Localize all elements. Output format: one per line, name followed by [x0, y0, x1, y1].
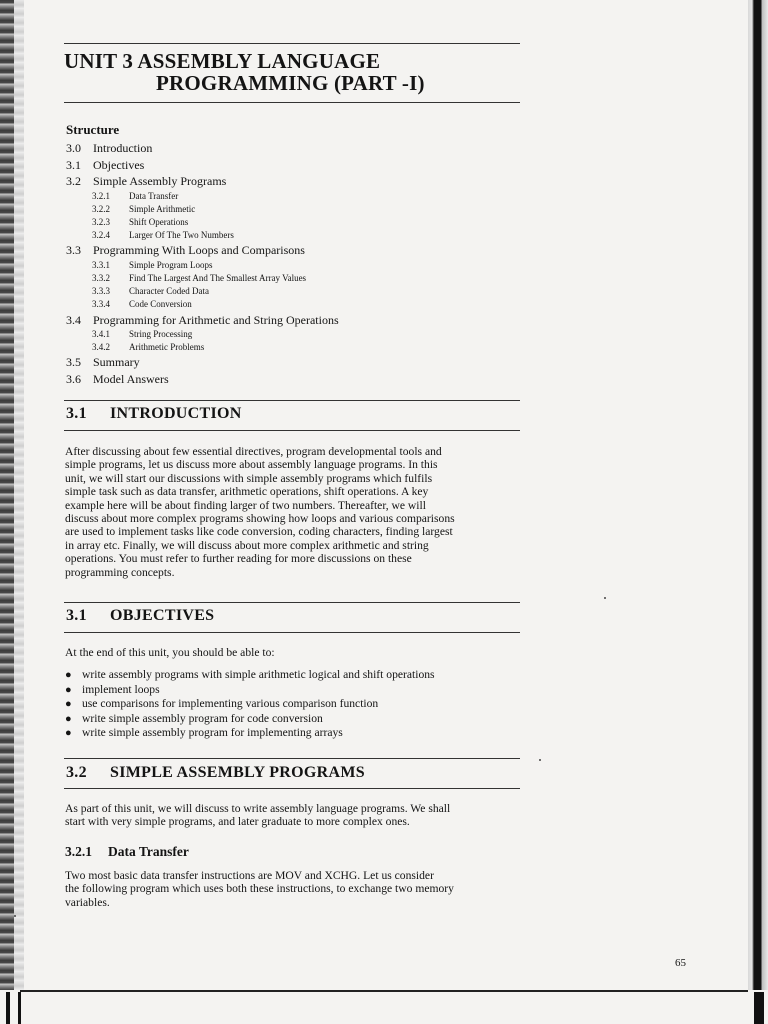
- toc-item-number: 3.4.1: [92, 329, 110, 339]
- toc-item-number: 3.3.1: [92, 259, 110, 270]
- toc-item: [66, 157, 526, 174]
- text-line: As part of this unit, we will discuss to write assembly language programs. We shall: [65, 802, 451, 815]
- toc-item: [66, 272, 526, 285]
- scan-edge-left: [0, 0, 14, 1024]
- toc-item-label: Introduction: [93, 141, 153, 155]
- list-item: [65, 683, 525, 698]
- section-top-rule: [64, 602, 520, 603]
- toc-item-label: Simple Arithmetic: [129, 203, 196, 214]
- text-line: simple programs, let us discuss more about assembly language programs. In this: [65, 458, 438, 472]
- page-number: 65: [675, 957, 686, 969]
- scan-edge-bottom: [0, 990, 768, 1024]
- toc-item-number: 3.3.3: [92, 286, 110, 297]
- toc-item-label: Code Conversion: [129, 299, 192, 310]
- list-item-text: implement loops: [82, 682, 160, 696]
- list-item-text: use comparisons for implementing various comparison function: [82, 697, 379, 711]
- toc-item: [66, 259, 526, 272]
- subsection-title: Data Transfer: [108, 844, 189, 859]
- toc-item-label: Find The Largest And The Smallest Array Values: [129, 272, 307, 283]
- list-item-text: write assembly programs with simple arithmetic logical and shift operations: [82, 668, 435, 681]
- toc-item-number: 3.2.4: [92, 230, 110, 241]
- text-line: After discussing about few essential directives, program developmental tools and: [65, 445, 442, 458]
- text-line: unit, we will start our discussions with simple assembly programs which fulfils: [65, 471, 433, 485]
- section-heading-introduction: [66, 405, 242, 423]
- toc-item-number: 3.6: [66, 371, 81, 386]
- toc-item-label: Objectives: [93, 157, 145, 172]
- list-item: [65, 668, 525, 683]
- section-heading-objectives: [66, 607, 214, 625]
- subsection-heading-data-transfer: [65, 844, 189, 860]
- text-line: the following program which uses both these instructions, to exchange two memory: [65, 882, 454, 896]
- toc-item-label: String Processing: [129, 329, 193, 339]
- unit-title-line2: PROGRAMMING (PART -I): [156, 71, 425, 95]
- toc-item: [66, 328, 526, 341]
- data-transfer-paragraph: [65, 869, 520, 909]
- simple-programs-paragraph: [65, 802, 520, 829]
- section-heading-simple-programs: [66, 764, 365, 782]
- bottom-mark: [6, 992, 10, 1024]
- section-title: OBJECTIVES: [110, 607, 215, 624]
- toc-item: [66, 312, 526, 329]
- toc-item-number: 3.5: [66, 355, 81, 370]
- section-top-rule: [64, 400, 520, 401]
- toc-item: [66, 190, 526, 203]
- toc-item-label: Model Answers: [93, 371, 169, 386]
- bottom-rule: [20, 990, 748, 992]
- objectives-list: [65, 668, 525, 741]
- toc-item-label: Programming for Arithmetic and String Operations: [93, 312, 339, 327]
- text-line: programming concepts.: [65, 565, 175, 579]
- list-item: [65, 712, 525, 727]
- text-line: in array etc. Finally, we will discuss about more complex arithmetic and string: [65, 538, 429, 552]
- toc-item: [66, 203, 526, 216]
- introduction-paragraph: [65, 445, 520, 579]
- section-number: 3.1: [66, 405, 87, 422]
- bullet-icon: ●: [65, 698, 72, 711]
- section-bottom-rule: [64, 632, 520, 633]
- unit-title-line1: UNIT 3 ASSEMBLY LANGUAGE: [64, 49, 381, 73]
- scan-speck: [14, 915, 16, 917]
- toc-item-label: Simple Assembly Programs: [93, 174, 227, 188]
- scan-speck: [604, 597, 606, 599]
- table-of-contents: [66, 140, 526, 387]
- toc-item-number: 3.2.2: [92, 203, 110, 214]
- toc-item-label: Character Coded Data: [129, 286, 209, 297]
- scan-speck: [539, 759, 541, 761]
- structure-heading: Structure: [66, 122, 120, 137]
- list-item-text: write simple assembly program for code conversion: [82, 711, 323, 725]
- bullet-icon: ●: [65, 727, 72, 740]
- list-item: [65, 726, 525, 741]
- toc-item-label: Shift Operations: [129, 216, 189, 227]
- section-number: 3.2: [66, 764, 87, 781]
- text-line: start with very simple programs, and later graduate to more complex ones.: [65, 815, 410, 829]
- toc-item-label: Programming With Loops and Comparisons: [93, 243, 305, 258]
- toc-item-number: 3.0: [66, 141, 81, 155]
- scan-edge-right: [748, 0, 768, 1024]
- toc-item: [66, 242, 526, 259]
- text-line: Two most basic data transfer instructions are MOV and XCHG. Let us consider: [65, 869, 434, 882]
- text-line: discuss about more complex programs showing how loops and various comparisons: [65, 512, 455, 526]
- section-bottom-rule: [64, 430, 520, 431]
- list-item-text: write simple assembly program for implementing arrays: [82, 726, 343, 740]
- toc-item-label: Larger Of The Two Numbers: [129, 230, 234, 241]
- text-line: operations. You must refer to further reading for more discussions on these: [65, 552, 412, 566]
- list-item: [65, 697, 525, 712]
- toc-item-label: Simple Program Loops: [129, 259, 213, 270]
- objectives-intro: At the end of this unit, you should be able to:: [65, 646, 275, 659]
- title-top-rule: [64, 43, 520, 44]
- toc-item-number: 3.2.1: [92, 190, 110, 201]
- bullet-icon: ●: [65, 712, 72, 725]
- title-bottom-rule: [64, 102, 520, 103]
- bottom-mark: [18, 992, 21, 1024]
- toc-item-number: 3.3.2: [92, 272, 110, 283]
- toc-item-number: 3.4: [66, 312, 81, 327]
- text-line: example here will be about finding larger of two numbers. Thereafter, we will: [65, 498, 426, 512]
- section-number: 3.1: [66, 607, 87, 624]
- unit-title: [64, 50, 520, 94]
- toc-item: [66, 341, 526, 354]
- toc-item-number: 3.3: [66, 243, 81, 258]
- toc-item-number: 3.3.4: [92, 299, 110, 310]
- toc-item: [66, 140, 526, 157]
- toc-item-number: 3.2.3: [92, 216, 110, 227]
- subsection-number: 3.2.1: [65, 844, 92, 859]
- text-line: variables.: [65, 895, 110, 909]
- toc-item: [66, 371, 526, 388]
- toc-item: [66, 216, 526, 229]
- toc-item-label: Data Transfer: [129, 190, 179, 201]
- toc-item: [66, 298, 526, 311]
- toc-item-label: Arithmetic Problems: [129, 342, 205, 353]
- section-bottom-rule: [64, 788, 520, 789]
- section-title: INTRODUCTION: [110, 405, 242, 422]
- section-title: SIMPLE ASSEMBLY PROGRAMS: [110, 764, 365, 781]
- toc-item: [66, 229, 526, 242]
- bullet-icon: ●: [65, 669, 72, 681]
- toc-item: [66, 354, 526, 371]
- scan-margin-left: [14, 0, 24, 1024]
- toc-item: [66, 173, 526, 190]
- bullet-icon: ●: [65, 683, 72, 696]
- section-top-rule: [64, 758, 520, 759]
- toc-item-number: 3.1: [66, 157, 81, 172]
- toc-item-label: Summary: [93, 355, 140, 370]
- toc-item-number: 3.2: [66, 174, 81, 188]
- toc-item-number: 3.4.2: [92, 342, 110, 353]
- text-line: simple task such as data transfer, arithmetic operations, shift operations. A key: [65, 485, 429, 499]
- bottom-mark: [754, 992, 764, 1024]
- toc-item: [66, 285, 526, 298]
- text-line: are used to implement tasks like code conversion, coding characters, finding largest: [65, 525, 453, 539]
